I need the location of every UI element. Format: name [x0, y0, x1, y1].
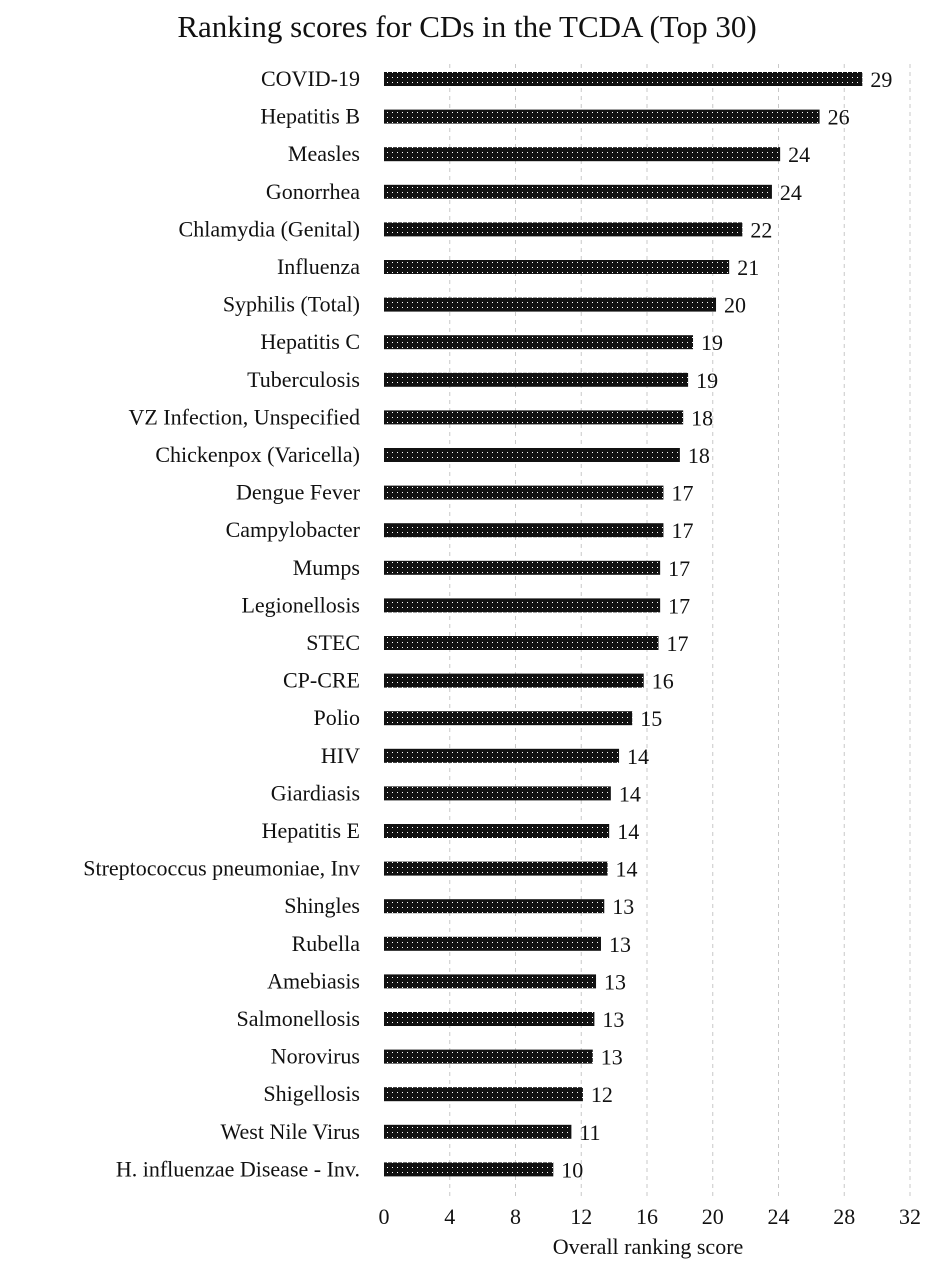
category-label: Tuberculosis — [247, 366, 360, 392]
data-label: 13 — [604, 969, 627, 995]
bar — [384, 1125, 571, 1139]
category-label: West Nile Virus — [220, 1118, 360, 1144]
bar — [384, 899, 604, 913]
data-label: 15 — [640, 706, 663, 732]
x-tick-label: 32 — [899, 1204, 921, 1229]
data-label: 10 — [561, 1157, 584, 1183]
category-label: Streptococcus pneumoniae, Inv — [83, 855, 360, 881]
data-label: 18 — [687, 443, 710, 468]
x-axis-label: Overall ranking score — [552, 1234, 744, 1259]
category-label: Giardiasis — [270, 780, 360, 806]
data-label: 22 — [750, 217, 773, 243]
bar — [384, 1050, 593, 1064]
bar — [384, 147, 780, 161]
x-tick-label: 20 — [701, 1204, 724, 1229]
category-label: HIV — [320, 742, 360, 768]
category-label: Campylobacter — [225, 517, 360, 543]
data-label: 14 — [627, 743, 650, 769]
x-tick-label: 28 — [833, 1204, 856, 1229]
x-tick-label: 12 — [570, 1204, 593, 1229]
category-label: STEC — [306, 630, 360, 655]
data-label: 16 — [651, 668, 674, 694]
data-label: 17 — [671, 480, 694, 506]
bar — [384, 711, 632, 725]
category-label: Hepatitis C — [260, 329, 360, 355]
category-label: Measles — [287, 141, 360, 167]
category-label: Shigellosis — [263, 1081, 360, 1107]
x-tick-label: 4 — [444, 1204, 456, 1229]
category-label: Influenza — [276, 254, 360, 279]
category-label: Syphilis (Total) — [222, 291, 360, 317]
bar — [384, 298, 716, 312]
category-label: CP-CRE — [282, 667, 360, 693]
data-label: 24 — [788, 142, 811, 168]
category-label: Salmonellosis — [236, 1006, 360, 1031]
bar — [384, 1087, 583, 1101]
chart-title: Ranking scores for CDs in the TCDA (Top 30) — [177, 9, 757, 44]
category-label: Hepatitis E — [261, 818, 360, 843]
category-label: COVID-19 — [261, 66, 360, 91]
x-tick-label: 8 — [510, 1204, 521, 1229]
data-label: 14 — [615, 856, 638, 882]
data-label: 19 — [701, 330, 724, 356]
data-label: 20 — [724, 292, 747, 318]
data-label: 12 — [590, 1082, 613, 1108]
data-label: 18 — [691, 405, 714, 431]
data-label: 21 — [737, 255, 760, 280]
category-label: Chickenpox (Varicella) — [155, 442, 360, 467]
category-label: Shingles — [284, 893, 360, 919]
category-label: Dengue Fever — [235, 479, 360, 505]
data-label: 26 — [827, 104, 850, 130]
bar — [384, 410, 683, 424]
x-tick-label: 24 — [767, 1204, 790, 1229]
data-label: 13 — [602, 1007, 625, 1032]
bar — [384, 260, 729, 274]
data-label: 17 — [666, 631, 689, 656]
bar — [384, 523, 663, 537]
bar — [384, 749, 619, 763]
bar — [384, 824, 609, 838]
data-label: 14 — [617, 819, 640, 844]
bar — [384, 1162, 553, 1176]
category-label: Norovirus — [270, 1043, 360, 1069]
bar — [384, 1012, 594, 1026]
category-label: Gonorrhea — [265, 178, 360, 204]
data-label: 24 — [779, 179, 802, 205]
bar — [384, 598, 660, 612]
category-labels — [83, 66, 360, 1181]
category-label: Mumps — [292, 554, 360, 580]
category-label: Legionellosis — [241, 592, 360, 618]
data-label: 17 — [668, 555, 691, 581]
bar — [384, 636, 659, 650]
bar — [384, 862, 608, 876]
data-label: 11 — [579, 1119, 601, 1145]
data-label: 14 — [618, 781, 641, 807]
x-tick-label: 0 — [378, 1204, 390, 1229]
bar — [384, 937, 601, 951]
bar — [384, 185, 772, 199]
category-label: VZ Infection, Unspecified — [128, 404, 360, 430]
data-label: 29 — [870, 67, 893, 92]
bar — [384, 974, 596, 988]
bar — [384, 448, 680, 462]
bar — [384, 222, 742, 236]
x-axis-ticks — [379, 1204, 922, 1229]
bar — [384, 110, 820, 124]
data-label: 13 — [612, 894, 635, 920]
data-label: 19 — [696, 367, 719, 393]
bar — [384, 561, 660, 575]
bar — [384, 335, 693, 349]
data-label: 13 — [608, 931, 631, 957]
category-label: Polio — [313, 705, 360, 731]
x-tick-label: 16 — [636, 1204, 658, 1229]
bar — [384, 72, 862, 86]
category-label: Amebiasis — [267, 968, 360, 994]
data-label: 17 — [668, 593, 691, 619]
data-label: 13 — [600, 1044, 623, 1070]
category-label: Rubella — [291, 930, 360, 956]
category-label: Chlamydia (Genital) — [178, 216, 360, 242]
data-label: 17 — [671, 518, 694, 544]
category-label: Hepatitis B — [260, 103, 360, 129]
bar — [384, 486, 663, 500]
category-label: H. influenzae Disease - Inv. — [115, 1156, 360, 1182]
bar — [384, 373, 688, 387]
bar — [384, 674, 644, 688]
bar — [384, 786, 611, 800]
